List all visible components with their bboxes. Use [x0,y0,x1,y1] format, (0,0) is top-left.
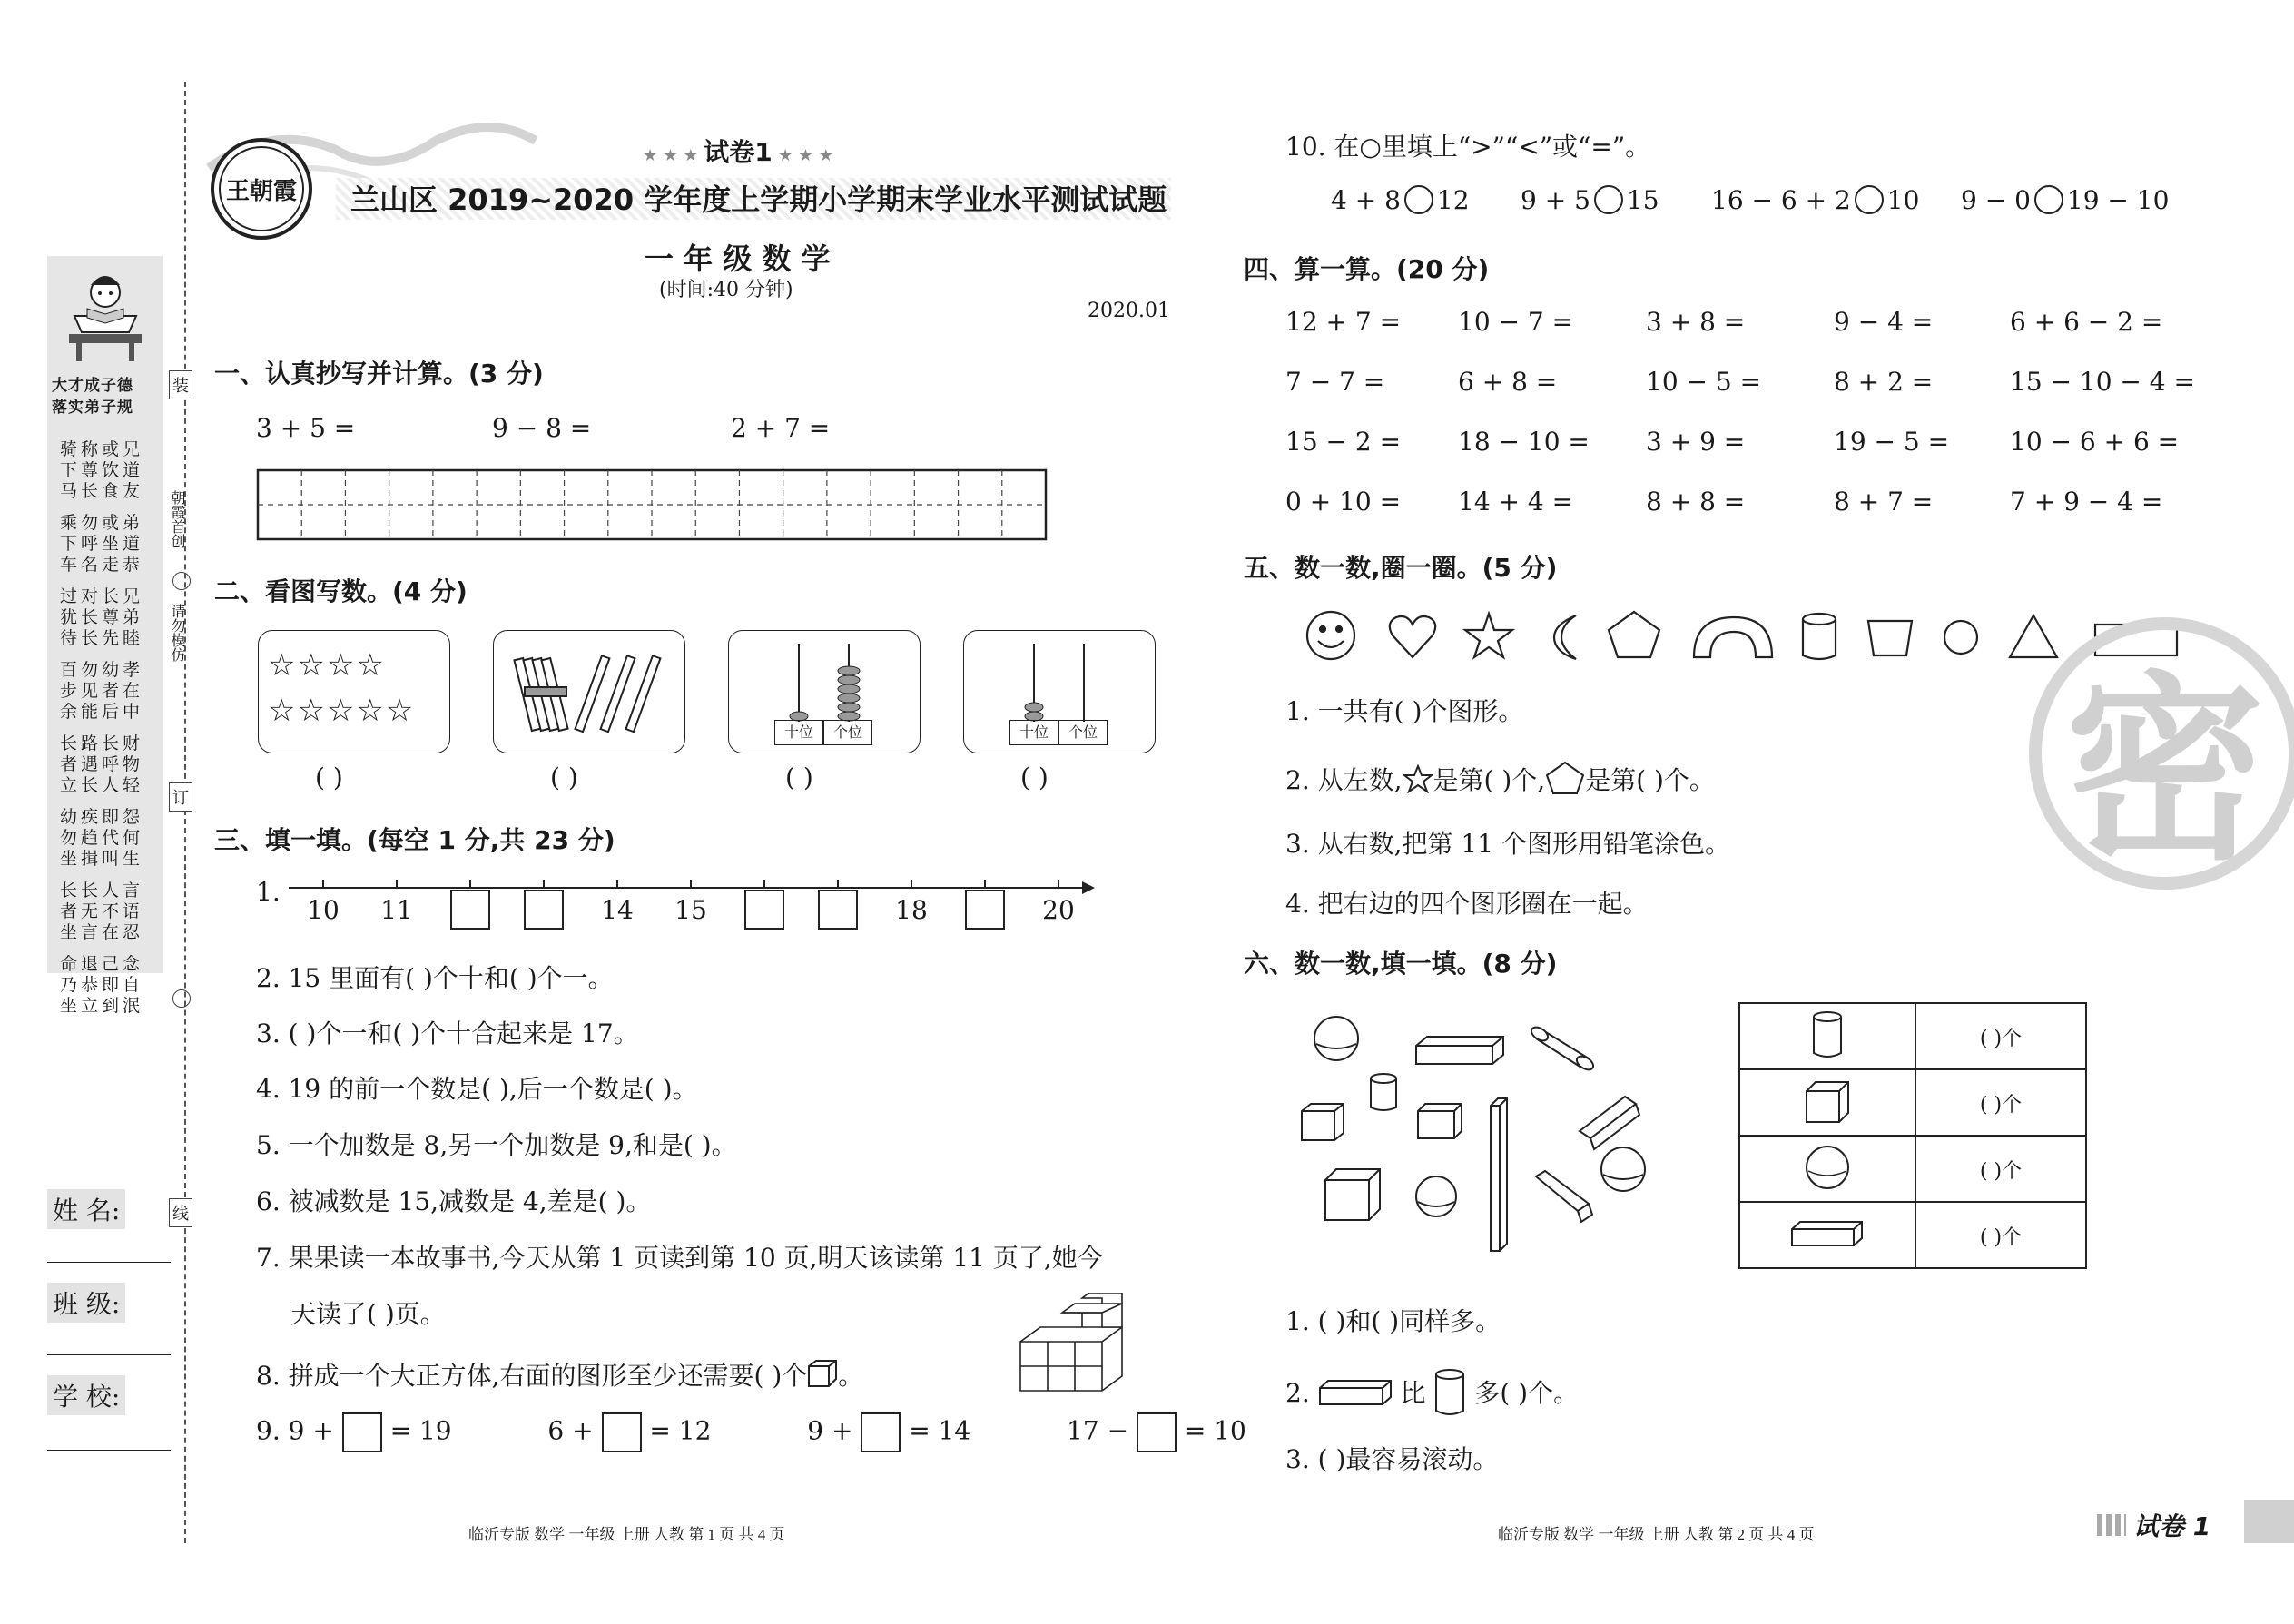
calc-item[interactable]: 19 − 5 = [1834,427,1950,457]
small-cylinder [1371,1074,1396,1110]
number-line-tick [984,880,986,888]
cube-small-icon [1803,1078,1852,1124]
s5-q2-part-a: 2. 从左数, [1285,765,1403,795]
name-field[interactable] [47,1262,171,1263]
number-line-tick [763,880,765,888]
calc-item[interactable]: 6 + 8 = [1458,367,1558,397]
corner-tag: 试卷 1 [2133,1511,2211,1541]
class-label: 班 级: [47,1283,125,1323]
calc-item[interactable]: 6 + 6 − 2 = [2010,307,2163,337]
q10-left: 9 − 0 [1961,185,2031,215]
s5-q2-part-c: 是第( )个。 [1585,765,1715,795]
count-answer-cube[interactable]: ( )个 [1979,1094,2023,1117]
calc-item[interactable]: 15 − 10 − 4 = [2010,367,2195,397]
calc-item[interactable]: 8 + 7 = [1834,487,1934,517]
calc-item[interactable]: 8 + 2 = [1834,367,1934,397]
q10-left: 9 + 5 [1521,185,1590,215]
circle-icon [1944,621,1977,654]
q10-item [1961,185,2169,215]
q9-b-right: = 12 [649,1415,712,1446]
s2-answer-4[interactable]: ( ) [1020,763,1049,792]
solids-cluster-illustration [1289,1008,1670,1271]
s3-q6: 6. 被减数是 15,减数是 4,差是( )。 [256,1186,652,1216]
q10-left: 4 + 8 [1331,185,1401,215]
verse-line: 乃恭即自 [60,975,144,995]
q9-c-right: = 14 [909,1415,971,1446]
calc-item[interactable]: 3 + 9 = [1646,427,1746,457]
abacus-1-label-ones: 个位 [823,720,872,745]
calc-item[interactable]: 14 + 4 = [1458,487,1574,517]
s6-heading: 六、数一数,填一填。(8 分) [1244,949,1558,979]
tilted-cuboid-2 [1536,1171,1592,1222]
sticks-illustration [512,645,666,742]
calc-item[interactable]: 18 − 10 = [1458,427,1590,457]
binding-note-1: 朝霞首创 [169,490,186,548]
exam-date: 2020.01 [1088,300,1170,322]
q9-d-box[interactable] [1137,1412,1177,1452]
q10-item [1711,185,1919,215]
verse-line: 立长人轻 [60,775,144,795]
picture-abacus-2 [963,630,1156,753]
number-line-tick [543,880,545,888]
s2-answer-3[interactable]: ( ) [785,763,813,792]
page1-footer: 临沂专版 数学 一年级 上册 人教 第 1 页 共 4 页 [468,1526,785,1543]
verse-line: 者遇呼物 [60,754,144,774]
number-line-tick [322,880,324,888]
count-row-cube [1739,1069,2086,1136]
school-field[interactable] [47,1450,171,1451]
q10-left: 16 − 6 + 2 [1711,185,1851,215]
verse-line: 幼疾即怨 [60,807,144,827]
s3-heading: 三、填一填。(每空 1 分,共 23 分) [214,825,615,855]
number-line-tick [396,880,398,888]
lying-cylinder [1529,1025,1595,1073]
verse-line: 马长食友 [60,481,144,501]
binding-mark-zhuang: 装 [169,370,192,399]
q9-c-box[interactable] [861,1412,901,1452]
cuboid-small-icon [1789,1218,1866,1249]
q9-a-right: = 19 [389,1415,452,1446]
s5-q3: 3. 从右数,把第 11 个图形用铅笔涂色。 [1285,829,1730,859]
q9-c-left: 9 + [807,1415,853,1446]
verse-line: 车名走恭 [60,555,144,575]
count-answer-cylinder[interactable]: ( )个 [1979,1028,2023,1050]
calc-item[interactable]: 7 − 7 = [1285,367,1385,397]
trapezoid-icon [1868,621,1912,655]
cylinder-small-icon [1811,1009,1844,1060]
page2-footer: 临沂专版 数学 一年级 上册 人教 第 2 页 共 4 页 [1498,1526,1815,1543]
q10-compare-circle[interactable] [1594,185,1623,214]
q9-d-left: 17 − [1067,1415,1129,1446]
s2-answer-1[interactable]: ( ) [315,763,343,792]
tilted-cuboid-1 [1580,1097,1639,1149]
motto-line-1: 大才成子德 [52,377,133,395]
smiley-face-icon [1307,612,1354,659]
q10-item [1521,185,1659,215]
binding-circle-1 [172,572,191,590]
verse-line: 长路长财 [60,733,144,753]
q10-right: 12 [1436,185,1470,215]
count-row-sphere [1739,1136,2086,1202]
brand-logo [211,138,312,240]
s3-q3: 3. ( )个一和( )个十合起来是 17。 [256,1019,639,1048]
sphere-2 [1601,1147,1645,1191]
cube-1 [1302,1104,1344,1140]
star-outline-icon [1403,764,1433,793]
s3-q7-line2: 天读了( )页。 [290,1299,446,1329]
q10-instruction: 10. 在○里填上“>”“<”或“=”。 [1285,132,1651,162]
q9-b-left: 6 + [547,1415,594,1446]
calc-item[interactable]: 10 − 7 = [1458,307,1574,337]
verse-line: 犹长尊弟 [60,607,144,627]
q9-d-right: = 10 [1184,1415,1246,1446]
time-limit: (时间:40 分钟) [659,279,793,301]
q10-right: 15 [1626,185,1659,215]
s6-q3: 3. ( )最容易滚动。 [1285,1444,1499,1474]
count-answer-cuboid[interactable]: ( )个 [1979,1226,2023,1249]
verse-line: 步见者在 [60,681,144,701]
s3-q7-line1: 7. 果果读一本故事书,今天从第 1 页读到第 10 页,明天该读第 11 页了,她今 [256,1243,1103,1273]
calc-item[interactable]: 9 − 4 = [1834,307,1934,337]
number-line-blank[interactable] [450,890,490,930]
pentagon-outline-icon [1545,761,1585,795]
subject-title: 一 年 级 数 学 [645,241,831,276]
verse-line: 待长先睦 [60,628,144,648]
star-icon [1465,614,1512,657]
q10-right: 19 − 10 [2066,185,2170,215]
tall-cuboid [1491,1098,1507,1251]
verse-line: 命退己念 [60,954,144,974]
s6-q2 [1285,1367,1579,1418]
s3-q8-text: 8. 拼成一个大正方体,右面的图形至少还需要( )个 [256,1361,808,1391]
s3-q4: 4. 19 的前一个数是( ),后一个数是( )。 [256,1074,698,1104]
sphere-small-icon [1804,1144,1851,1191]
s3-q5: 5. 一个加数是 8,另一个加数是 9,和是( )。 [256,1130,737,1160]
number-line-blank[interactable] [965,890,1005,930]
binding-note-2: 请勿模仿 [169,604,186,662]
verse-line: 百勿幼孝 [60,660,144,680]
cylinder-inline-icon [1433,1367,1466,1418]
s5-q2 [1285,761,1715,797]
number-line-label: 15 [674,895,707,925]
picture-sticks [493,630,685,753]
abacus-1-label-tens: 十位 [774,720,823,745]
calc-item[interactable]: 7 + 9 − 4 = [2010,487,2163,517]
number-line-label: 14 [601,895,634,925]
q10-compare-circle[interactable] [1855,185,1884,214]
verse-line: 下呼坐道 [60,534,144,554]
small-cube-icon [807,1359,838,1388]
star-row-2: ☆☆☆☆☆ [268,693,416,729]
number-line-label: 10 [307,895,340,925]
abacus-2-label-ones: 个位 [1058,720,1108,745]
s1-heading: 一、认真抄写并计算。(3 分) [214,359,544,389]
verse-line: 坐立到泯 [60,996,144,1016]
writing-grid[interactable] [256,468,1048,541]
confidential-seal-text: 密 [2064,655,2265,887]
confidential-seal [2029,617,2294,890]
verse-line: 者无不语 [60,901,144,921]
pentagon-icon [1609,612,1659,657]
abacus-2-label-tens: 十位 [1009,720,1058,745]
cube-3 [1325,1169,1380,1220]
calc-item[interactable]: 15 − 2 = [1285,427,1402,457]
verse-line: 长长人言 [60,881,144,901]
picture-abacus-1 [728,630,921,753]
name-label: 姓 名: [47,1189,125,1229]
verse-line: 骑称或兄 [60,439,144,459]
s5-q4: 4. 把右边的四个图形圈在一起。 [1285,889,1649,919]
number-line-tick [616,880,618,888]
number-line-blank[interactable] [744,890,784,930]
moon-icon [1554,615,1576,659]
q9-b-box[interactable] [602,1412,642,1452]
s3-q8: 8. 拼成一个大正方体,右面的图形至少还需要( )个 。 [256,1361,864,1391]
brand-logo-text: 王朝霞 [225,177,297,205]
long-cuboid-1 [1416,1037,1503,1064]
arch-icon [1694,617,1772,657]
count-answer-sphere[interactable]: ( )个 [1979,1160,2023,1183]
calc-item[interactable]: 8 + 8 = [1646,487,1746,517]
calc-item[interactable]: 10 − 5 = [1646,367,1762,397]
number-line-label: 18 [895,895,928,925]
number-line-tick [690,880,692,888]
count-table [1738,1002,2087,1269]
verse-line: 勿趋代何 [60,828,144,848]
s3-q2: 2. 15 里面有( )个十和( )个一。 [256,963,614,993]
number-line-label: 11 [380,895,413,925]
triangle-icon [2010,615,2057,657]
s6-q2-number: 2. [1285,1378,1310,1408]
count-row-cylinder [1739,1003,2086,1069]
cube-2 [1418,1104,1462,1138]
s2-heading: 二、看图写数。(4 分) [214,576,468,606]
school-label: 学 校: [47,1375,125,1415]
number-line-blank[interactable] [524,890,564,930]
calc-item[interactable]: 12 + 7 = [1285,307,1402,337]
picture-stars [258,630,450,753]
number-line-blank[interactable] [818,890,858,930]
heart-icon [1390,616,1435,657]
verse-line: 乘勿或弟 [60,513,144,533]
number-line-tick [911,880,912,888]
verse-line: 过对长兄 [60,586,144,606]
calc-item[interactable]: 10 − 6 + 6 = [2010,427,2180,457]
s3-q9 [256,1412,1246,1452]
number-line-arrow [1082,881,1095,894]
number-line-tick [837,880,839,888]
s1-expr-2: 9 − 8 = [492,413,592,443]
number-line-label: 20 [1042,895,1075,925]
q9-a-box[interactable] [342,1412,382,1452]
binding-dashed-line [184,82,186,1543]
verse-line: 坐言在忍 [60,922,144,942]
paper-tag-text: 试卷1 [704,137,773,167]
shape-sequence [1298,605,2188,668]
corner-tag-pattern [2097,1514,2126,1536]
s5-q2-part-b: 是第( )个, [1433,765,1546,795]
s5-heading: 五、数一数,圈一圈。(5 分) [1244,553,1558,583]
number-line-tick [1058,880,1059,888]
s5-q1: 1. 一共有( )个图形。 [1285,696,1524,726]
sphere-1 [1314,1017,1358,1060]
binding-mark-ding: 订 [169,782,192,812]
q10-item [1331,185,1470,215]
student-reading-illustration [56,261,154,369]
q9-a-left: 9. 9 + [256,1415,334,1446]
cylinder-icon [1803,614,1836,659]
s4-heading: 四、算一算。(20 分) [1244,254,1490,284]
s6-q2-rest: 多( )个。 [1474,1378,1580,1408]
s6-q2-bi: 比 [1400,1378,1426,1408]
cube-stack-illustration [1017,1293,1126,1398]
q10-compare-circle[interactable] [1404,185,1433,214]
number-line-tick [469,880,471,888]
calc-item[interactable]: 3 + 8 = [1646,307,1746,337]
verse-line: 下尊饮道 [60,460,144,480]
s2-answer-2[interactable]: ( ) [550,763,578,792]
verse-line: 余能后中 [60,702,144,722]
q10-right: 10 [1886,185,1920,215]
number-line [289,887,1088,889]
s3-q1-number: 1. [256,877,281,907]
motto-line-2: 落实弟子规 [52,399,133,417]
count-row-cuboid [1739,1202,2086,1268]
s6-q1: 1. ( )和( )同样多。 [1285,1306,1501,1336]
paper-tag: ★ ★ ★ 试卷1 ★ ★ ★ [643,137,833,167]
binding-mark-xian: 线 [169,1198,192,1227]
binding-circle-2 [172,989,191,1008]
sphere-3 [1416,1176,1456,1216]
corner-tag-bar [2244,1500,2294,1543]
verse-line: 坐揖叫生 [60,849,144,869]
class-field[interactable] [47,1354,171,1355]
calc-item[interactable]: 0 + 10 = [1285,487,1402,517]
s1-expr-3: 2 + 7 = [731,413,831,443]
q10-compare-circle[interactable] [2034,185,2063,214]
s1-expr-1: 3 + 5 = [256,413,356,443]
cuboid-inline-icon [1318,1378,1393,1407]
exam-title: 兰山区 2019~2020 学年度上学期小学期末学业水平测试试题 [350,182,1167,217]
star-row-1: ☆☆☆☆ [268,647,386,684]
